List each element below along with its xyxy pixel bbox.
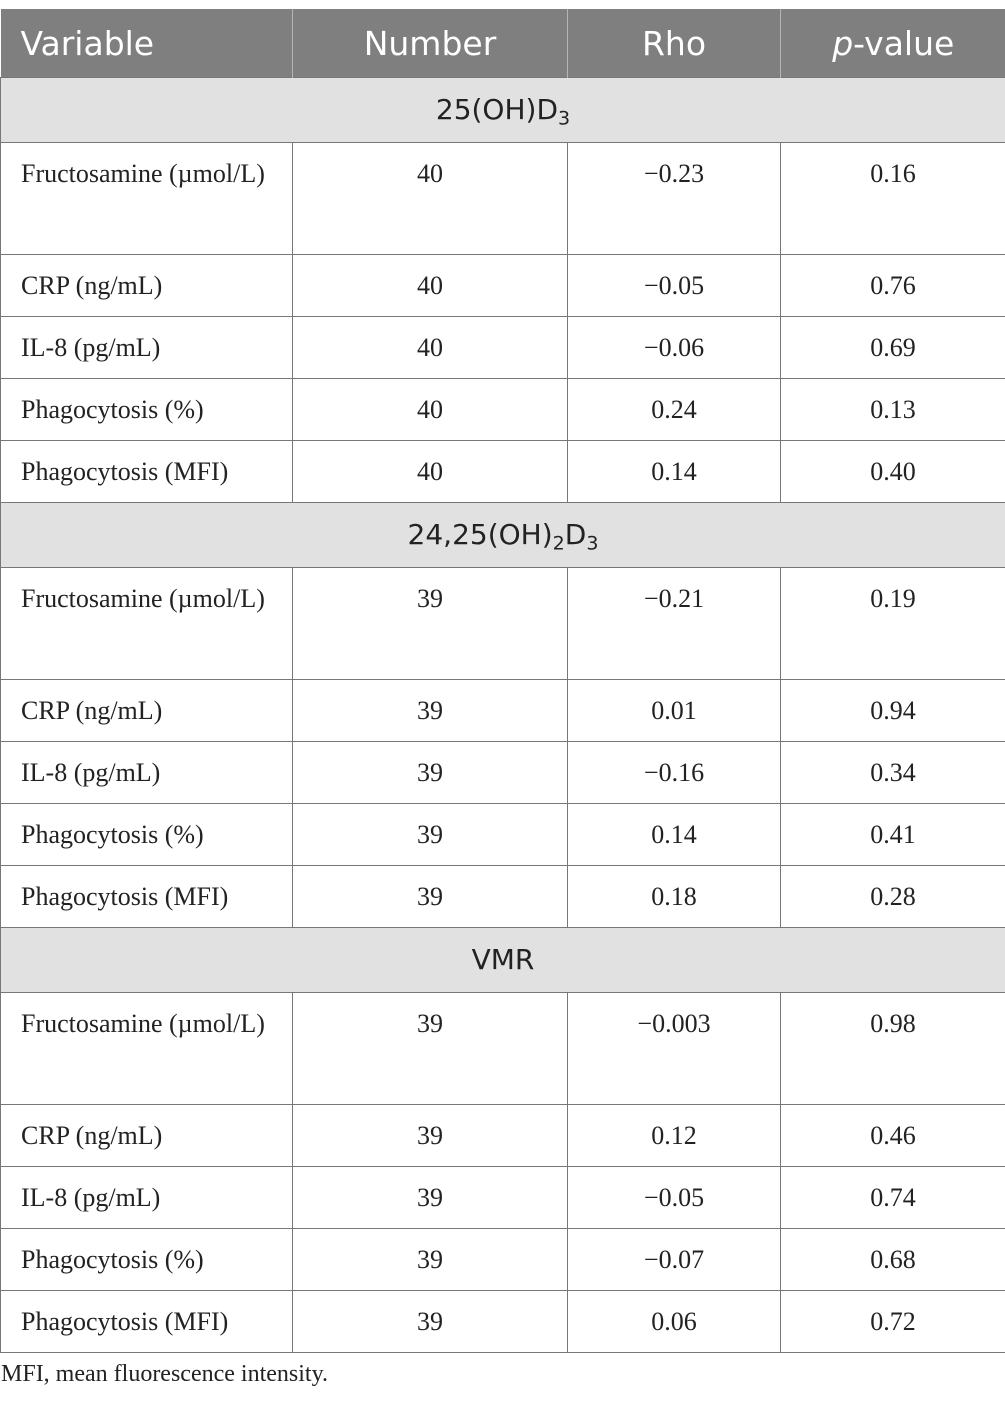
cell-p: 0.98	[781, 993, 1005, 1105]
cell-p: 0.46	[781, 1105, 1005, 1167]
cell-number: 39	[293, 1291, 568, 1353]
cell-variable: Phagocytosis (MFI)	[1, 441, 293, 503]
cell-p: 0.34	[781, 742, 1005, 804]
cell-p: 0.72	[781, 1291, 1005, 1353]
cell-rho: −0.16	[568, 742, 781, 804]
table-footnote: MFI, mean fluorescence intensity.	[1, 1361, 329, 1387]
cell-p: 0.94	[781, 680, 1005, 742]
cell-rho: 0.06	[568, 1291, 781, 1353]
cell-variable: Phagocytosis (%)	[1, 804, 293, 866]
cell-variable: IL-8 (pg/mL)	[1, 317, 293, 379]
header-p-rest: -value	[853, 23, 955, 63]
cell-p: 0.13	[781, 379, 1005, 441]
cell-variable: Fructosamine (µmol/L)	[1, 568, 293, 680]
table-row	[1, 866, 1005, 928]
header-p-italic: p	[832, 23, 854, 63]
cell-number: 39	[293, 742, 568, 804]
table-row	[1, 680, 1005, 742]
cell-variable: IL-8 (pg/mL)	[1, 742, 293, 804]
cell-number: 39	[293, 993, 568, 1105]
cell-variable: CRP (ng/mL)	[1, 680, 293, 742]
cell-number: 40	[293, 317, 568, 379]
table-row	[1, 143, 1005, 255]
section-heading: VMR	[1, 928, 1005, 993]
table-row	[1, 742, 1005, 804]
cell-variable: IL-8 (pg/mL)	[1, 1167, 293, 1229]
table-row	[1, 441, 1005, 503]
table-row	[1, 1229, 1005, 1291]
cell-p: 0.16	[781, 143, 1005, 255]
cell-number: 39	[293, 866, 568, 928]
cell-rho: −0.05	[568, 1167, 781, 1229]
table-row	[1, 804, 1005, 866]
table-row	[1, 255, 1005, 317]
cell-number: 39	[293, 680, 568, 742]
cell-rho: −0.05	[568, 255, 781, 317]
cell-variable: Fructosamine (µmol/L)	[1, 143, 293, 255]
table-row	[1, 1291, 1005, 1353]
cell-number: 39	[293, 1167, 568, 1229]
cell-rho: 0.18	[568, 866, 781, 928]
cell-variable: Phagocytosis (%)	[1, 379, 293, 441]
cell-p: 0.76	[781, 255, 1005, 317]
cell-number: 39	[293, 1229, 568, 1291]
cell-p: 0.41	[781, 804, 1005, 866]
section-row	[1, 503, 1005, 568]
cell-number: 40	[293, 255, 568, 317]
cell-variable: CRP (ng/mL)	[1, 255, 293, 317]
cell-rho: −0.003	[568, 993, 781, 1105]
table-row	[1, 1105, 1005, 1167]
cell-number: 40	[293, 143, 568, 255]
section-row	[1, 78, 1005, 143]
cell-p: 0.19	[781, 568, 1005, 680]
cell-rho: −0.07	[568, 1229, 781, 1291]
table-row	[1, 317, 1005, 379]
header-variable: Variable	[1, 9, 293, 78]
correlation-table	[0, 9, 1005, 1353]
cell-number: 40	[293, 379, 568, 441]
table-row	[1, 993, 1005, 1105]
cell-variable: Phagocytosis (MFI)	[1, 1291, 293, 1353]
section-heading: $25(OH)D_3$	[1, 78, 1005, 143]
cell-rho: 0.01	[568, 680, 781, 742]
header-rho: Rho	[568, 9, 781, 78]
cell-rho: 0.14	[568, 441, 781, 503]
cell-rho: 0.12	[568, 1105, 781, 1167]
header-row	[1, 9, 1005, 78]
cell-number: 39	[293, 568, 568, 680]
header-p-value	[781, 9, 1005, 78]
header-number: Number	[293, 9, 568, 78]
table-row	[1, 1167, 1005, 1229]
cell-number: 39	[293, 804, 568, 866]
cell-p: 0.40	[781, 441, 1005, 503]
section-row	[1, 928, 1005, 993]
cell-rho: −0.21	[568, 568, 781, 680]
cell-variable: Phagocytosis (%)	[1, 1229, 293, 1291]
cell-p: 0.28	[781, 866, 1005, 928]
cell-p: 0.68	[781, 1229, 1005, 1291]
cell-variable: Fructosamine (µmol/L)	[1, 993, 293, 1105]
table-row	[1, 379, 1005, 441]
cell-rho: 0.24	[568, 379, 781, 441]
cell-p: 0.74	[781, 1167, 1005, 1229]
table-row	[1, 568, 1005, 680]
cell-rho: −0.06	[568, 317, 781, 379]
cell-rho: 0.14	[568, 804, 781, 866]
cell-p: 0.69	[781, 317, 1005, 379]
section-heading: $24,25(OH)_2D_3$	[1, 503, 1005, 568]
cell-number: 40	[293, 441, 568, 503]
cell-variable: CRP (ng/mL)	[1, 1105, 293, 1167]
cell-number: 39	[293, 1105, 568, 1167]
cell-rho: −0.23	[568, 143, 781, 255]
cell-variable: Phagocytosis (MFI)	[1, 866, 293, 928]
